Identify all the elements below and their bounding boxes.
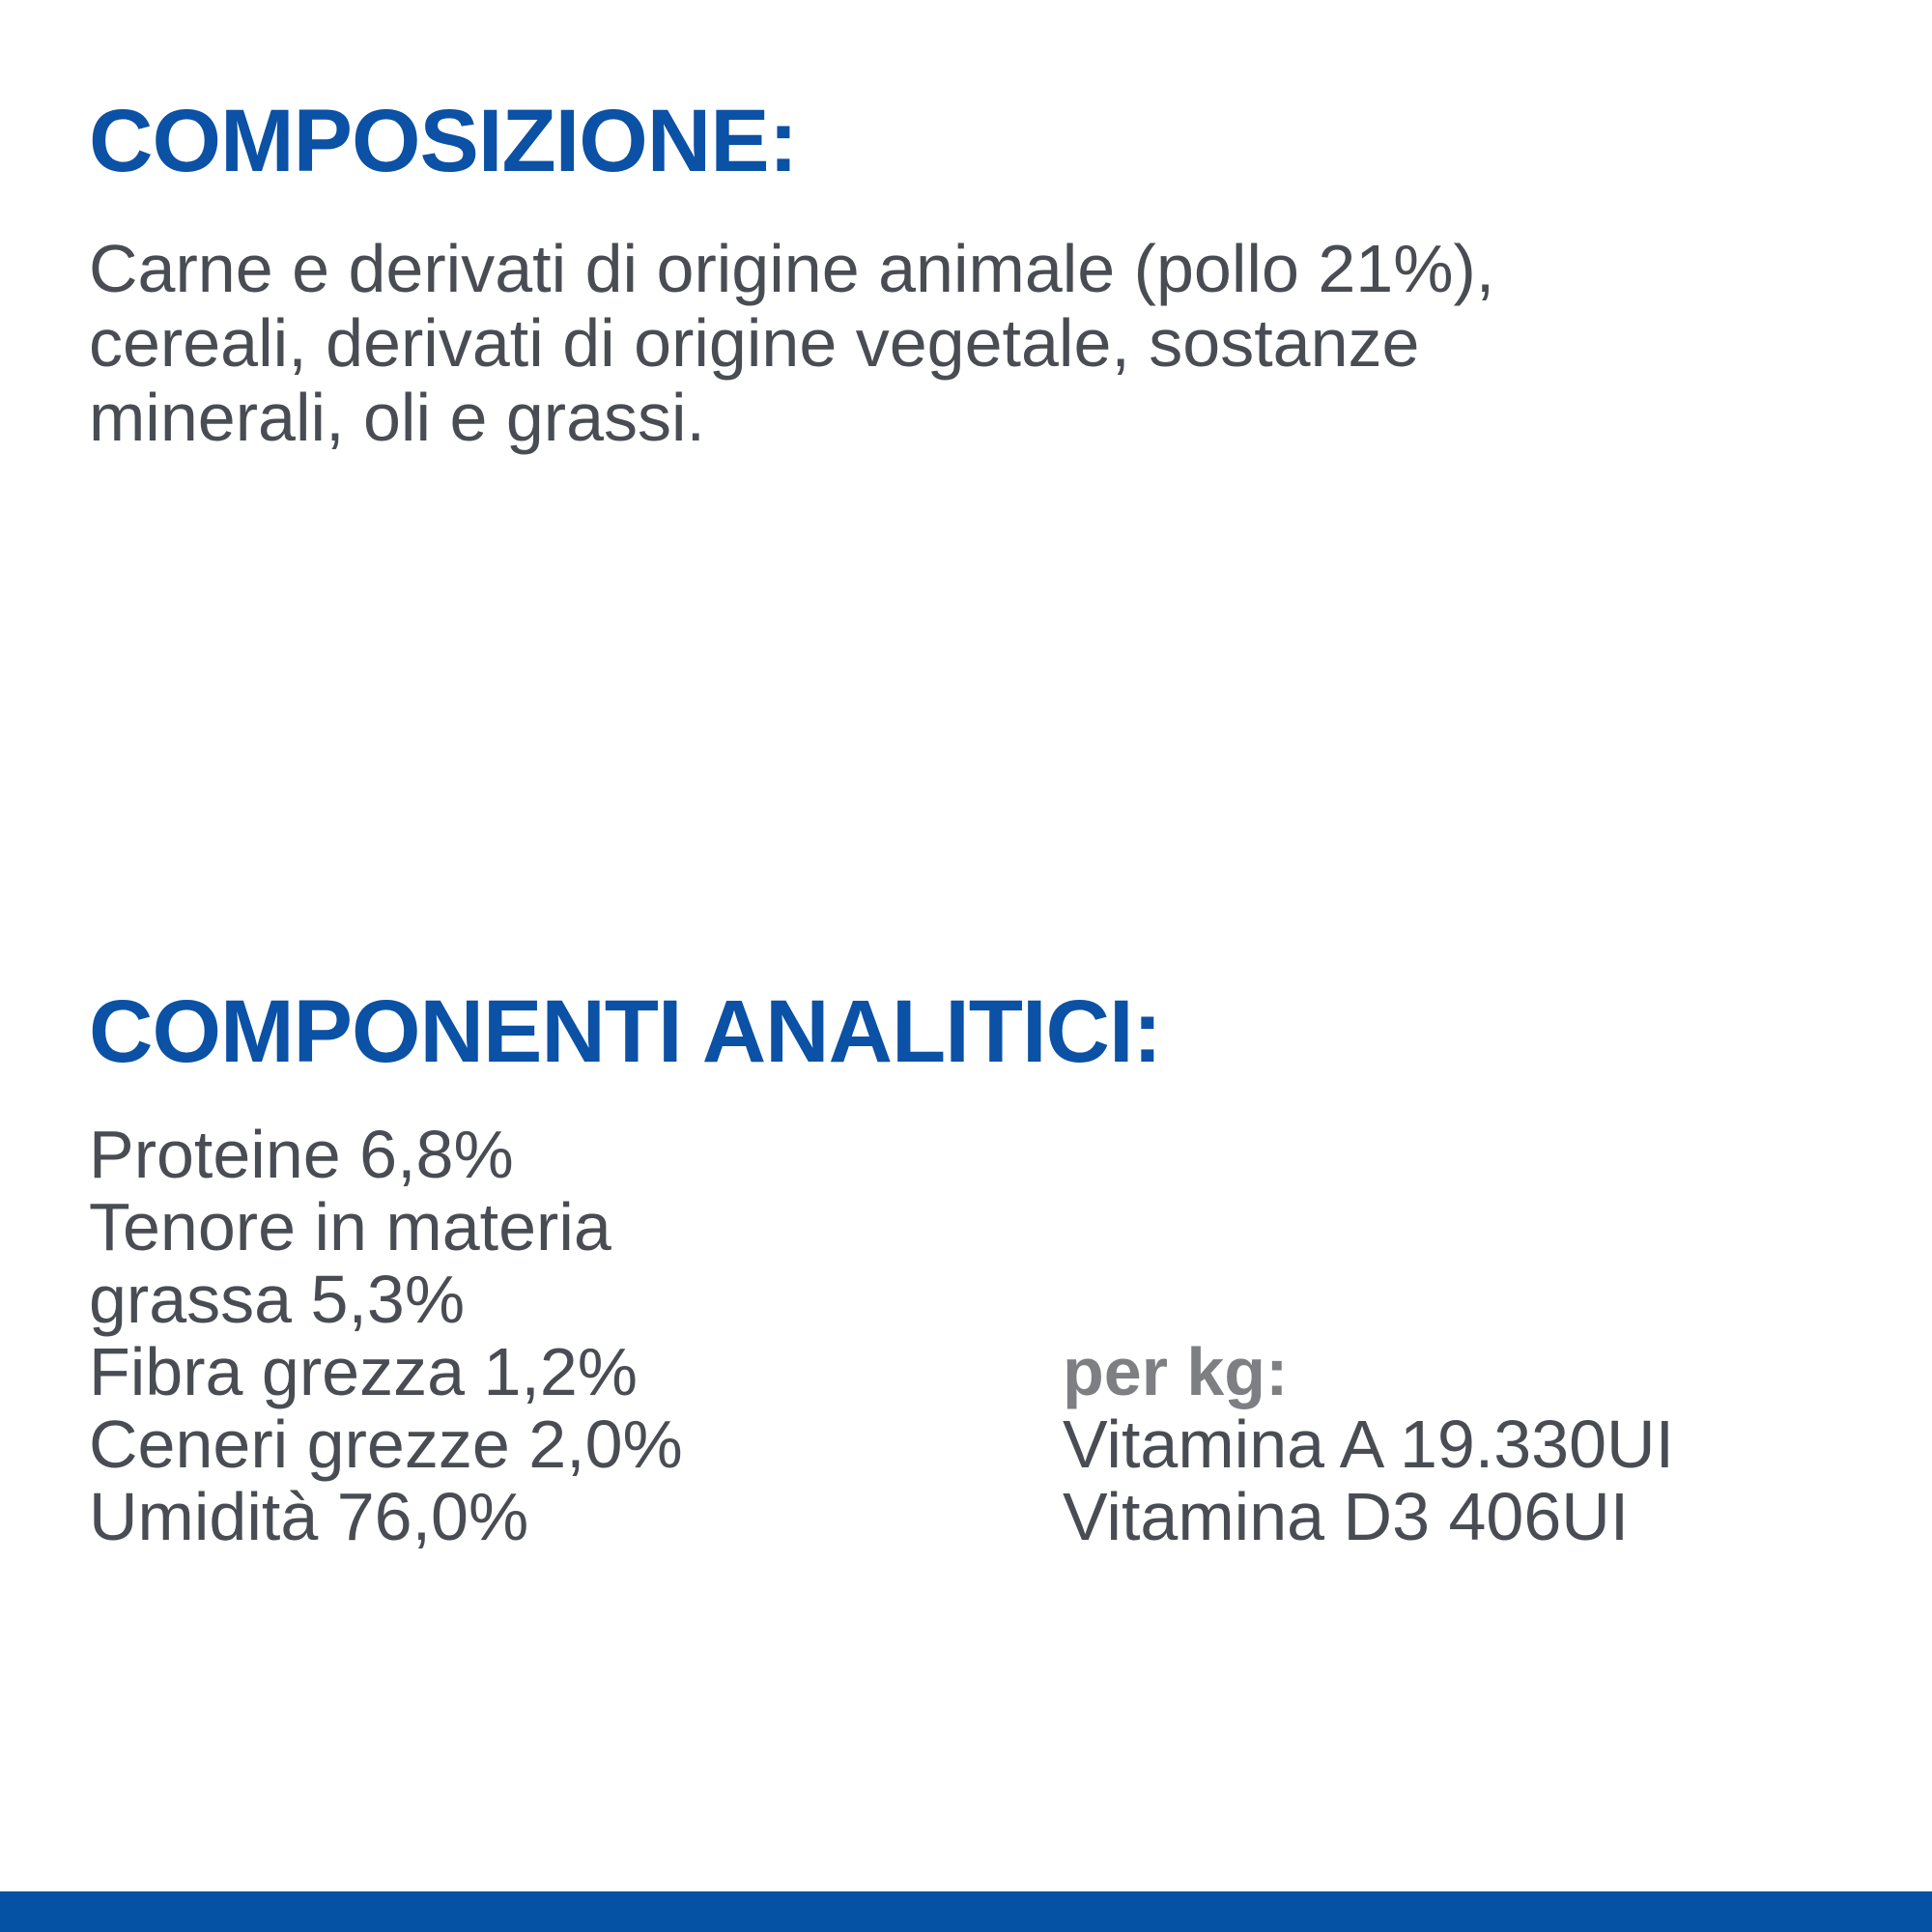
analytical-values-list [89, 1119, 683, 1553]
analytical-value: grassa 5,3% [89, 1262, 466, 1337]
composition-line: cereali, derivati di origine vegetale, sostanze [89, 305, 1420, 381]
analytical-value: Proteine 6,8% [89, 1117, 514, 1192]
vitamin-value: Vitamina D3 406UI [1063, 1479, 1630, 1554]
analytical-value: Ceneri grezze 2,0% [89, 1406, 683, 1482]
vitamin-value: Vitamina A 19.330UI [1063, 1406, 1675, 1482]
analytical-value: Umidità 76,0% [89, 1479, 529, 1554]
composition-paragraph [89, 232, 1494, 455]
analytical-value: Tenore in materia [89, 1189, 611, 1264]
per-kg-label: per kg: [1063, 1334, 1289, 1409]
per-kg-column [1063, 1336, 1674, 1553]
composition-heading: COMPOSIZIONE: [89, 92, 798, 190]
composition-line: minerali, oli e grassi. [89, 380, 705, 455]
composition-line: Carne e derivati di origine animale (pollo 21%), [89, 231, 1495, 306]
bottom-blue-bar [0, 1891, 1932, 1932]
analytical-heading: COMPONENTI ANALITICI: [89, 982, 1162, 1081]
analytical-value: Fibra grezza 1,2% [89, 1334, 639, 1409]
